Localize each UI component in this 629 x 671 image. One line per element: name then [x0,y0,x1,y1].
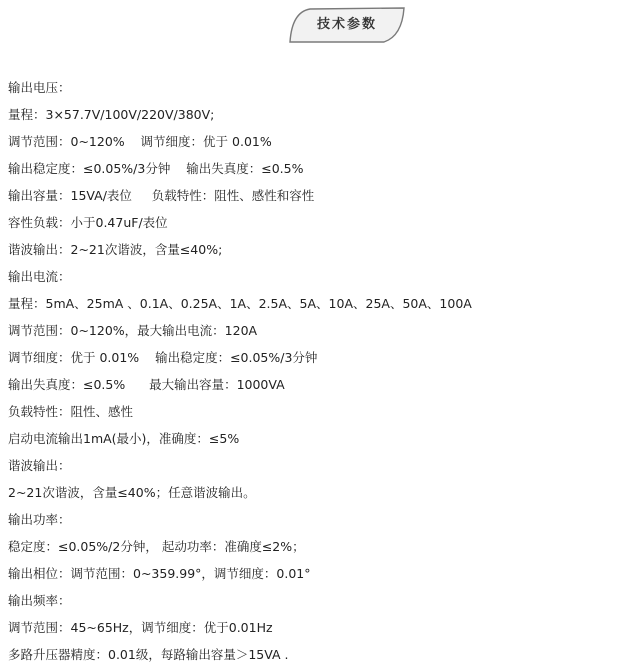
spec-line-voltage-heading: 输出电压： [8,80,71,95]
spec-line-harmonic-detail: 2~21次谐波，含量≤40%；任意谐波输出。 [8,485,256,500]
spec-line-current-distortion: 输出失真度：≤0.5% 最大输出容量：1000VA [8,377,285,392]
section-tab [288,6,406,44]
spec-line-current-range: 量程：5mA、25mA 、0.1A、0.25A、1A、2.5A、5A、10A、25A、50A、100A [8,296,472,311]
spec-line-current-adjust-range: 调节范围：0~120%，最大输出电流：120A [8,323,258,338]
page-title: 技术参数 [316,17,377,32]
spec-line-booster-accuracy: 多路升压器精度：0.01级，每路输出容量＞15VA . [8,647,289,662]
spec-line-power-stability: 稳定度：≤0.05%/2分钟， 起动功率：准确度≤2%； [8,539,305,554]
spec-line-current-load: 负载特性：阻性、感性 [8,404,134,419]
spec-line-voltage-stability: 输出稳定度：≤0.05%/3分钟 输出失真度：≤0.5% [8,161,304,176]
spec-line-voltage-capacity: 输出容量：15VA/表位 负载特性：阻性、感性和容性 [8,188,315,203]
spec-line-current-fineness: 调节细度：优于 0.01% 输出稳定度：≤0.05%/3分钟 [8,350,318,365]
spec-line-capacitive-load: 容性负载：小于0.47uF/表位 [8,215,168,230]
spec-line-frequency-heading: 输出频率： [8,593,71,608]
spec-line-harmonic-heading: 谐波输出： [8,458,71,473]
spec-line-frequency-adjust: 调节范围：45~65Hz，调节细度：优于0.01Hz [8,620,273,635]
spec-line-voltage-harmonic: 谐波输出：2~21次谐波，含量≤40%; [8,242,223,257]
spec-line-power-heading: 输出功率： [8,512,71,527]
spec-line-current-heading: 输出电流： [8,269,71,284]
spec-line-phase: 输出相位：调节范围：0~359.99°，调节细度：0.01° [8,566,311,581]
spec-line-voltage-range: 量程：3×57.7V/100V/220V/380V; [8,107,215,122]
spec-line-start-current: 启动电流输出1mA(最小)，准确度：≤5% [8,431,240,446]
spec-list [8,74,623,668]
spec-line-voltage-adjust: 调节范围：0~120% 调节细度：优于 0.01% [8,134,272,149]
